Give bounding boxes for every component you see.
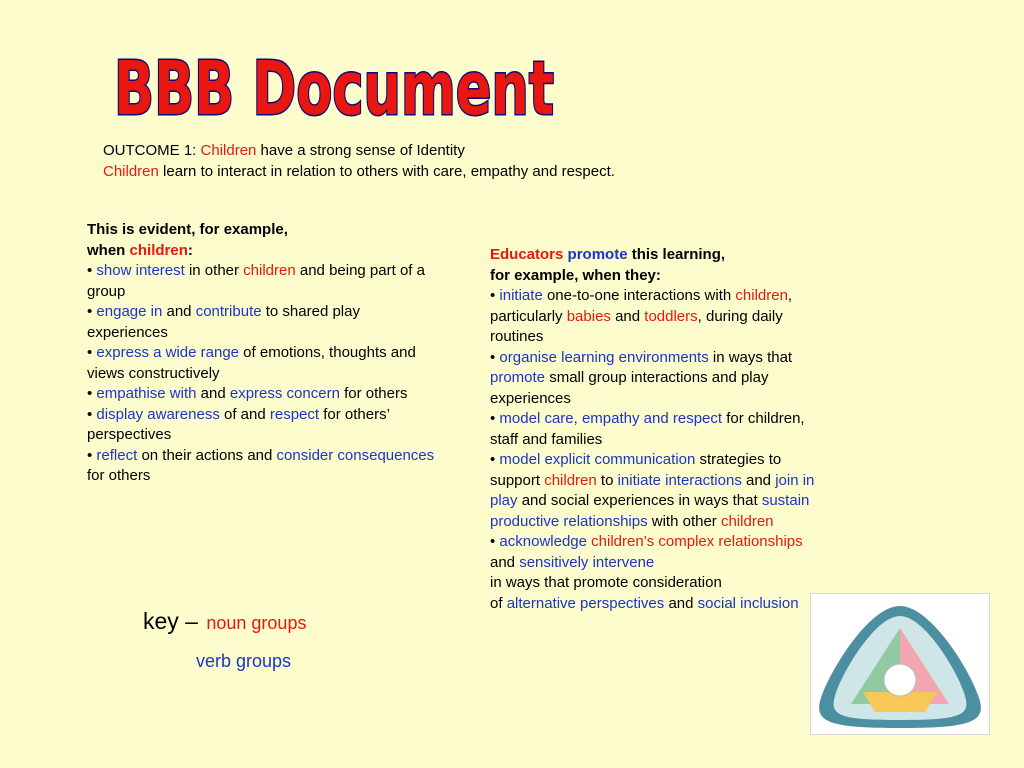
verb-group: acknowledge [499,533,587,550]
bullet-text: and [162,303,196,320]
bullet-text: , during daily routines [490,307,783,345]
bullet-text: one-to-one interactions with [542,287,736,304]
bullet-text: in ways that [708,348,793,366]
educators-word: Educators [490,246,564,263]
list-item [87,261,439,302]
outcome-prefix: OUTCOME 1: [103,142,201,159]
framework-diagram-image [810,593,990,735]
bullet-text: • [490,451,500,468]
verb-group: model care, empathy and respect [499,410,723,427]
bullet-text: with other [647,512,721,530]
bullet-text: strategies to support [490,451,782,489]
verb-group: alternative perspectives [506,594,665,612]
verb-group: express a wide range [96,344,240,361]
noun-group: children’s complex relationships [591,533,803,550]
bullet-text: in other [184,262,244,279]
bullet-text: on their actions and [137,446,277,464]
bullet-text: • [87,262,97,279]
outcome-line-2 [103,161,615,182]
list-item [490,409,820,450]
bullet-text: • [87,385,97,402]
list-item [490,286,820,348]
document-title [104,46,564,132]
outcome-line-1-rest: have a strong sense of Identity [256,142,465,159]
bullet-text: of [490,594,507,612]
bullet-text: • [490,287,500,304]
bullet-text: • [87,446,97,464]
list-item [490,348,820,410]
key-noun-groups: noun groups [206,613,307,633]
noun-group: children [720,512,774,530]
evidence-heading-when: when [87,241,130,259]
list-item [87,446,439,487]
bullet-text: and [490,553,520,571]
noun-group: children [243,262,296,279]
list-item [87,405,439,426]
verb-group: engage in [96,303,163,320]
key-label: key – [143,608,205,634]
bullet-text: and [610,307,645,325]
bullet-text: • [490,410,500,427]
promote-word: promote [567,246,628,263]
educators-heading-rest: this learning, [627,246,726,263]
document-title-text: BBB Document [114,46,554,132]
bullet-text: small group interactions and play experiences [490,369,769,407]
bullet-text: • [87,344,97,361]
noun-group: toddlers [644,307,698,325]
evidence-heading-line-2 [87,241,439,262]
noun-group: children [544,471,597,489]
verb-group: sensitively intervene [519,553,655,571]
evidence-list [87,261,439,487]
list-item-continuation: perspectives [87,426,172,443]
bullet-text: and [741,471,776,489]
bullet-text: and social experiences in ways that [517,492,762,509]
educators-list [490,286,820,614]
bullet-text: • [87,405,97,423]
evidence-heading-colon: : [187,241,193,259]
bullet-text: for others’ [319,405,390,423]
verb-group: social inclusion [697,594,799,612]
verb-group: promote [490,369,546,386]
bullet-text: in ways that promote consideration [490,574,722,591]
bullet-text: for others [339,385,408,402]
bullet-text: • [87,303,97,320]
outcome-line-2-children-word: Children [103,163,159,180]
verb-group: express concern [229,385,340,402]
list-item [490,450,820,532]
evidence-column [87,220,439,487]
bullet-text: to [596,471,618,489]
verb-group: model explicit communication [499,451,696,468]
educators-column [490,245,820,614]
outcome-children-word: Children [200,142,257,159]
evidence-heading-children: children [129,241,188,259]
bullet-text: , particularly [490,287,793,325]
bullet-text: of and [219,405,270,423]
verb-group: organise learning environments [499,348,709,366]
verb-group: join in play [490,471,815,509]
key-verb-groups: verb groups [196,651,292,671]
list-item [490,532,820,573]
list-item [87,302,439,343]
verb-group: empathise with [96,385,197,402]
outcome-statement [103,140,615,182]
verb-group: initiate interactions [617,471,742,489]
framework-triangle-icon [811,594,989,734]
list-item [87,343,439,384]
outcome-line-1 [103,140,615,161]
verb-group: sustain productive relationships [490,492,810,530]
list-item [87,384,439,405]
key-legend [143,608,306,635]
educators-heading [490,245,820,266]
noun-group: babies [566,307,611,325]
verb-group: initiate [499,287,543,304]
verb-group: display awareness [96,405,220,423]
list-item-continuation [490,594,820,615]
educators-heading-line-2: for example, when they: [490,266,661,284]
document-title-art [104,46,564,132]
bullet-text: and [664,594,698,612]
bullet-text: and being part of a group [87,262,425,300]
evidence-heading: This is evident, for example, [87,221,288,238]
list-item-continuation [490,573,820,594]
bullet-text: of emotions, thoughts and views constructively [87,344,416,382]
bullet-text: and [196,385,230,402]
bullet-text: for others [87,467,151,484]
verb-group: consider consequences [276,446,435,464]
verb-group: respect [269,405,320,423]
bullet-text: • [490,533,500,550]
bullet-text: • [490,348,500,366]
noun-group: children [735,287,788,304]
verb-group: reflect [96,446,138,464]
verb-group: contribute [195,303,262,320]
verb-group: show interest [96,262,185,279]
bullet-text: for children, staff and families [490,410,805,448]
bullet-text: to shared play experiences [87,303,360,341]
outcome-line-2-rest: learn to interact in relation to others with care, empathy and respect. [158,163,615,180]
